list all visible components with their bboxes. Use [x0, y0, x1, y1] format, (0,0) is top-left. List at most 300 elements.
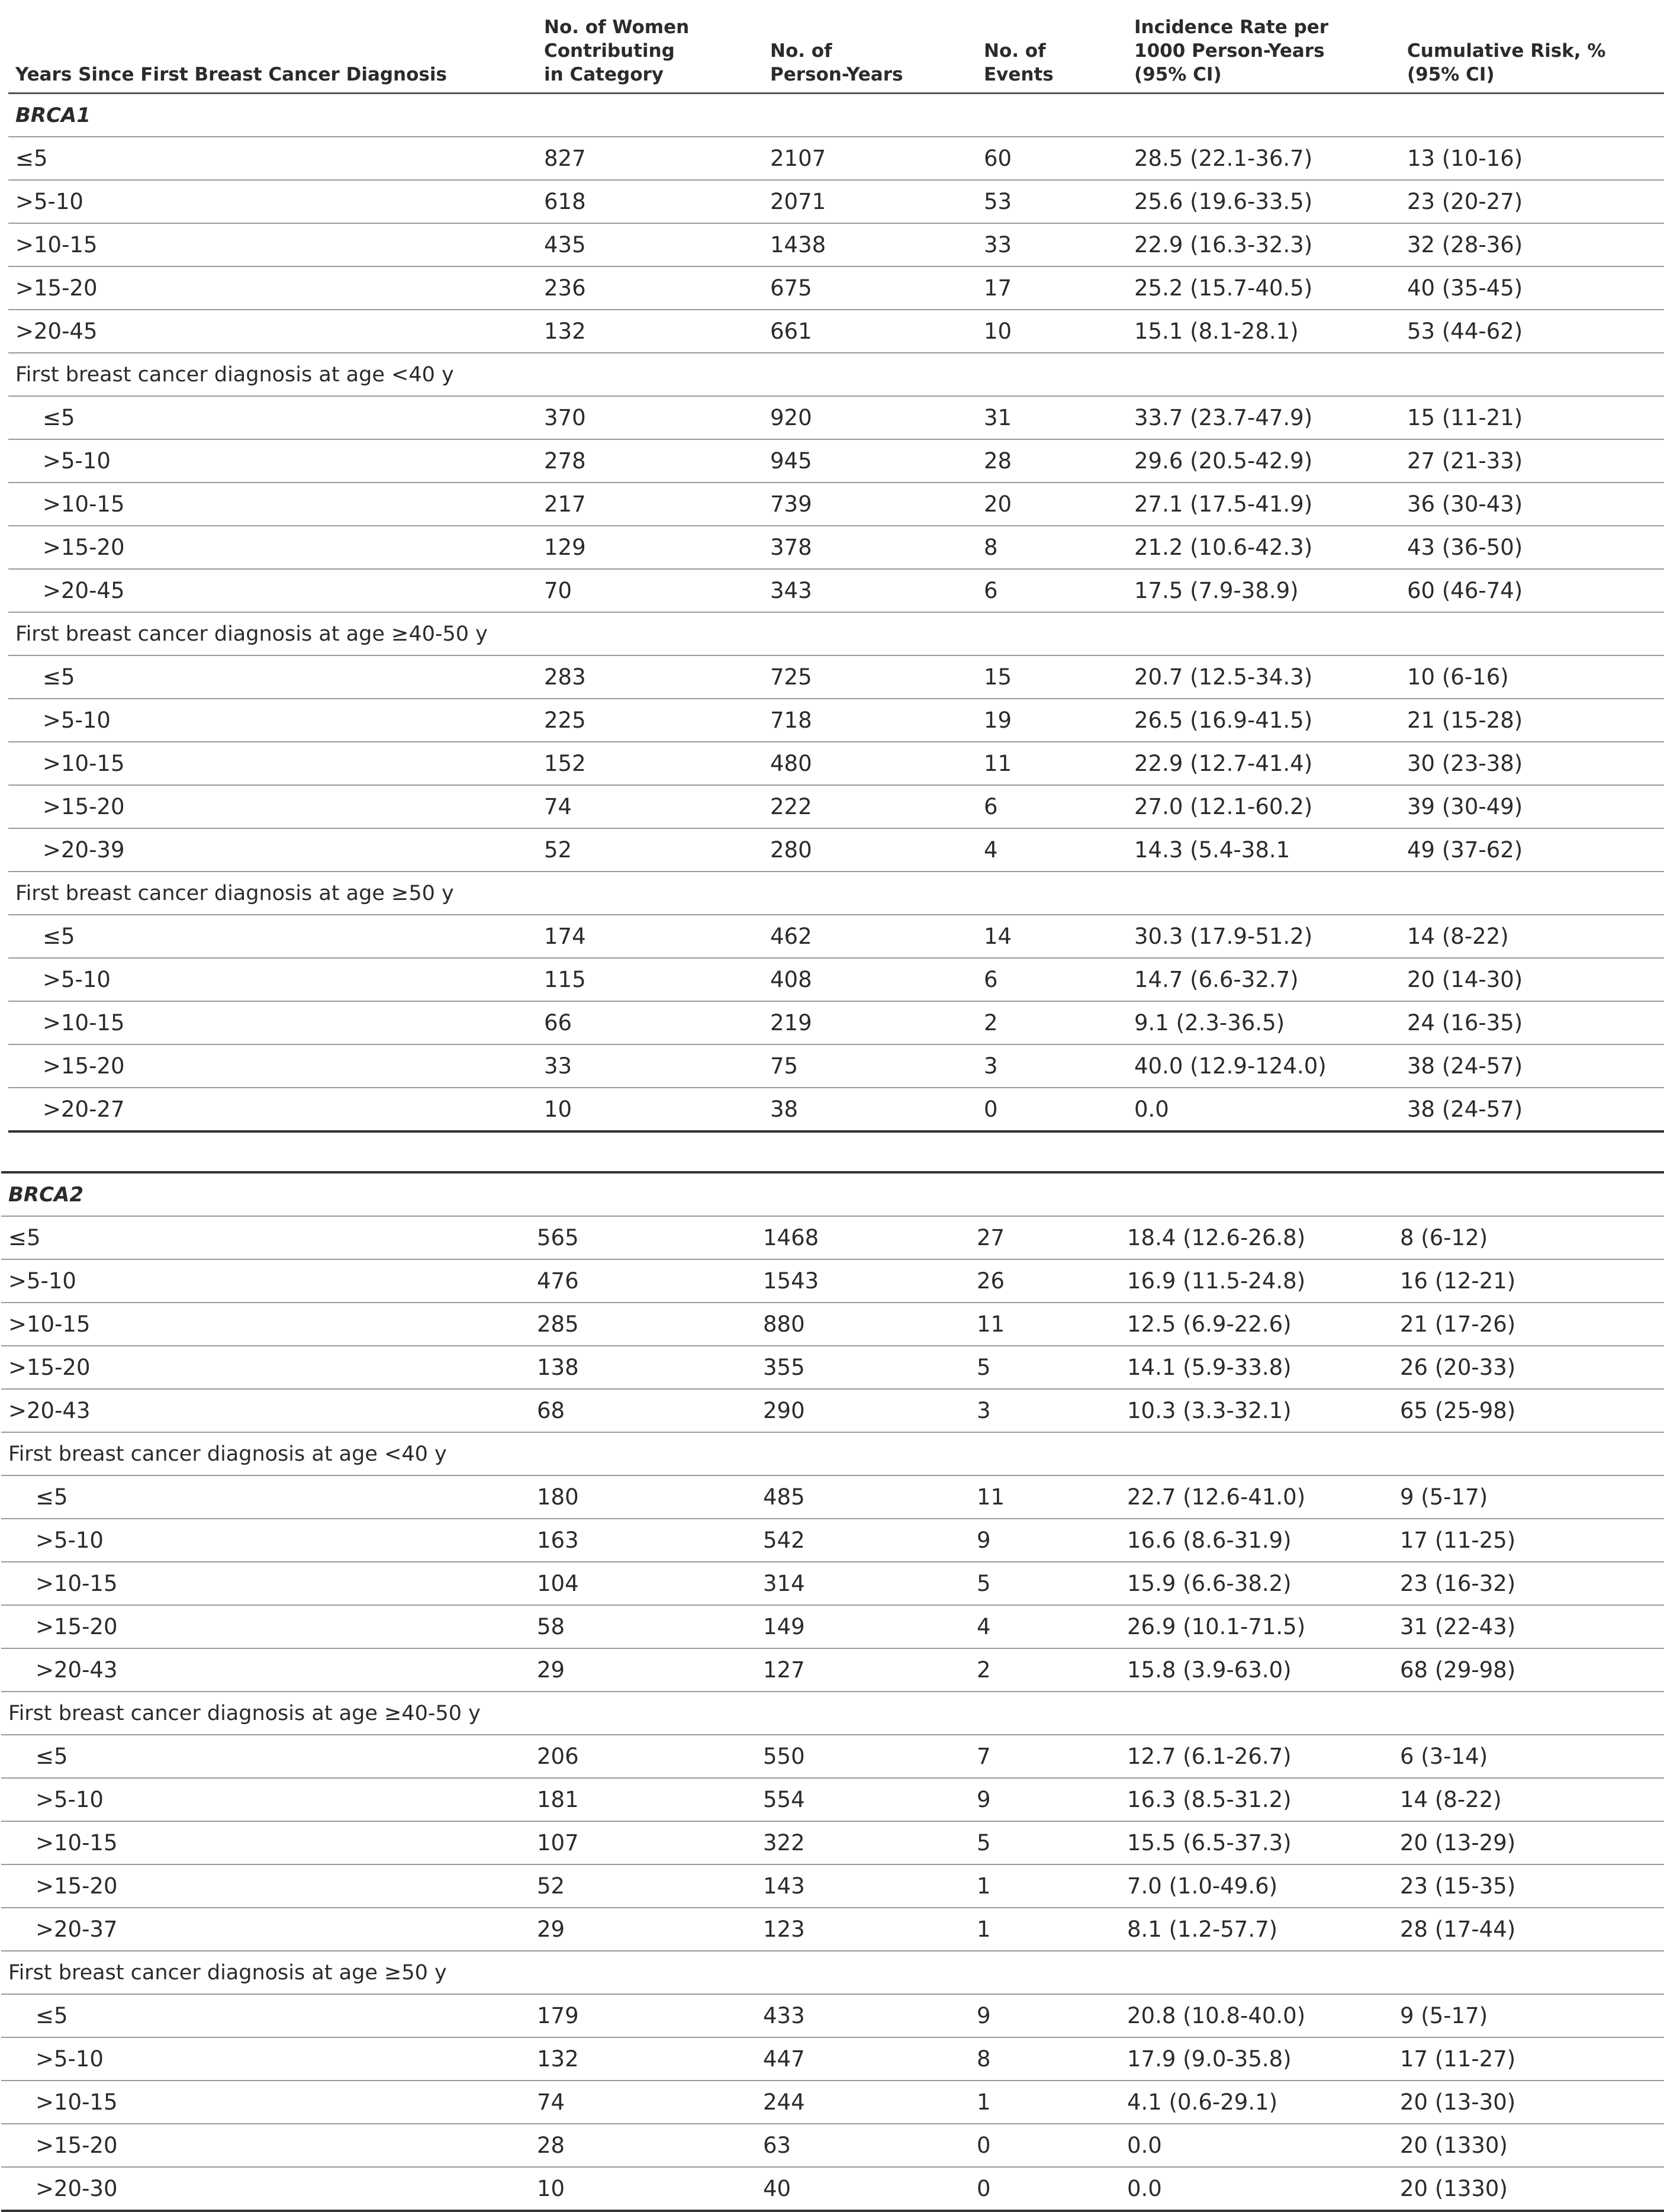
age-subgroup-row — [1, 1433, 1664, 1476]
years-cell: >10-15 — [8, 1311, 91, 1337]
women-cell: 115 — [544, 967, 586, 992]
women-cell: 138 — [537, 1355, 579, 1380]
gene-group-row-label: BRCA1 — [15, 103, 91, 127]
incidence-rate-cell: 27.1 (17.5-41.9) — [1134, 491, 1313, 517]
brca1-table-body — [8, 94, 1664, 1133]
table-row — [1, 2038, 1664, 2081]
cumulative-risk-cell: 31 (22-43) — [1400, 1614, 1516, 1639]
table-row — [1, 1735, 1664, 1779]
years-cell: >10-15 — [43, 1010, 125, 1036]
years-cell: ≤5 — [15, 146, 48, 171]
cumulative-risk-cell: 60 (46-74) — [1407, 578, 1523, 603]
table-row — [8, 570, 1664, 613]
cumulative-risk-cell: 27 (21-33) — [1407, 448, 1523, 474]
years-cell: >5-10 — [15, 189, 83, 214]
cumulative-risk-cell: 8 (6-12) — [1400, 1225, 1488, 1250]
person-years-cell: 550 — [763, 1744, 805, 1769]
incidence-rate-cell: 22.7 (12.6-41.0) — [1127, 1484, 1306, 1510]
person-years-cell: 433 — [763, 2003, 805, 2028]
women-cell: 217 — [544, 491, 586, 517]
events-cell: 19 — [984, 708, 1012, 733]
events-cell: 5 — [977, 1355, 991, 1380]
incidence-rate-cell: 21.2 (10.6-42.3) — [1134, 535, 1313, 560]
incidence-rate-cell: 25.6 (19.6-33.5) — [1134, 189, 1313, 214]
cumulative-risk-cell: 16 (12-21) — [1400, 1268, 1516, 1294]
table-row — [1, 1303, 1664, 1346]
events-cell: 27 — [977, 1225, 1005, 1250]
years-cell: >15-20 — [8, 1355, 91, 1380]
events-cell: 5 — [977, 1830, 991, 1856]
cumulative-risk-cell: 26 (20-33) — [1400, 1355, 1516, 1380]
cumulative-risk-cell: 9 (5-17) — [1400, 2003, 1488, 2028]
women-cell: 174 — [544, 924, 586, 949]
events-cell: 26 — [977, 1268, 1005, 1294]
years-cell: >15-20 — [43, 535, 125, 560]
years-cell: ≤5 — [36, 1744, 68, 1769]
table-row — [1, 1260, 1664, 1303]
table-row — [1, 1865, 1664, 1908]
women-cell: 33 — [544, 1053, 572, 1079]
incidence-rate-cell: 17.5 (7.9-38.9) — [1134, 578, 1299, 603]
years-cell: >20-39 — [43, 837, 125, 863]
events-cell: 33 — [984, 232, 1012, 258]
table-row — [8, 137, 1664, 181]
gene-group-row — [1, 1173, 1664, 1217]
header-cumulative-risk: Cumulative Risk, % (95% CI) — [1407, 40, 1606, 85]
years-cell: >15-20 — [43, 1053, 125, 1079]
incidence-rate-cell: 27.0 (12.1-60.2) — [1134, 794, 1313, 819]
events-cell: 0 — [984, 1097, 998, 1122]
cumulative-risk-cell: 14 (8-22) — [1407, 924, 1509, 949]
table-row — [1, 1346, 1664, 1390]
women-cell: 58 — [537, 1614, 565, 1639]
women-cell: 236 — [544, 275, 586, 301]
years-cell: >5-10 — [36, 1787, 104, 1812]
table-row — [1, 1779, 1664, 1822]
events-cell: 28 — [984, 448, 1012, 474]
incidence-rate-cell: 29.6 (20.5-42.9) — [1134, 448, 1313, 474]
women-cell: 66 — [544, 1010, 572, 1036]
person-years-cell: 127 — [763, 1657, 805, 1683]
person-years-cell: 554 — [763, 1787, 805, 1812]
incidence-rate-cell: 16.6 (8.6-31.9) — [1127, 1528, 1292, 1553]
years-cell: >20-27 — [43, 1097, 125, 1122]
age-subgroup-row-label: First breast cancer diagnosis at age ≥40-50 y — [8, 1701, 481, 1725]
header-incidence-rate: Incidence Rate per 1000 Person-Years (95% CI) — [1134, 17, 1329, 85]
age-subgroup-row — [1, 1692, 1664, 1735]
events-cell: 11 — [977, 1311, 1005, 1337]
table-row — [1, 2168, 1664, 2212]
person-years-cell: 485 — [763, 1484, 805, 1510]
person-years-cell: 2071 — [770, 189, 826, 214]
incidence-rate-cell: 17.9 (9.0-35.8) — [1127, 2046, 1292, 2072]
table-row — [8, 483, 1664, 526]
cumulative-risk-cell: 36 (30-43) — [1407, 491, 1523, 517]
cumulative-risk-cell: 20 (13-29) — [1400, 1830, 1516, 1856]
events-cell: 53 — [984, 189, 1012, 214]
women-cell: 74 — [544, 794, 572, 819]
cumulative-risk-cell: 20 (14-30) — [1407, 967, 1523, 992]
events-cell: 1 — [977, 1873, 991, 1899]
person-years-cell: 739 — [770, 491, 812, 517]
events-cell: 2 — [984, 1010, 998, 1036]
age-subgroup-row-label: First breast cancer diagnosis at age ≥50 y — [8, 1960, 447, 1985]
incidence-rate-cell: 0.0 — [1127, 2176, 1162, 2201]
table-row — [1, 1562, 1664, 1606]
incidence-rate-cell: 7.0 (1.0-49.6) — [1127, 1873, 1278, 1899]
events-cell: 8 — [984, 535, 998, 560]
events-cell: 4 — [977, 1614, 991, 1639]
incidence-rate-cell: 14.3 (5.4-38.1 — [1134, 837, 1290, 863]
women-cell: 70 — [544, 578, 572, 603]
table-row — [8, 1088, 1664, 1133]
cumulative-risk-cell: 32 (28-36) — [1407, 232, 1523, 258]
events-cell: 6 — [984, 794, 998, 819]
table-row — [8, 829, 1664, 872]
years-cell: >5-10 — [43, 967, 111, 992]
years-cell: >10-15 — [36, 1571, 118, 1596]
women-cell: 476 — [537, 1268, 579, 1294]
years-cell: ≤5 — [43, 405, 75, 430]
person-years-cell: 2107 — [770, 146, 826, 171]
cumulative-risk-cell: 17 (11-27) — [1400, 2046, 1516, 2072]
table-row — [1, 1606, 1664, 1649]
incidence-rate-cell: 40.0 (12.9-124.0) — [1134, 1053, 1327, 1079]
events-cell: 10 — [984, 319, 1012, 344]
table-row — [8, 310, 1664, 353]
person-years-cell: 945 — [770, 448, 812, 474]
years-cell: ≤5 — [43, 664, 75, 690]
person-years-cell: 1438 — [770, 232, 826, 258]
years-cell: >5-10 — [43, 448, 111, 474]
incidence-rate-cell: 15.1 (8.1-28.1) — [1134, 319, 1299, 344]
person-years-cell: 355 — [763, 1355, 805, 1380]
person-years-cell: 222 — [770, 794, 812, 819]
years-cell: ≤5 — [43, 924, 75, 949]
person-years-cell: 675 — [770, 275, 812, 301]
women-cell: 29 — [537, 1917, 565, 1942]
women-cell: 107 — [537, 1830, 579, 1856]
women-cell: 52 — [544, 837, 572, 863]
person-years-cell: 280 — [770, 837, 812, 863]
women-cell: 285 — [537, 1311, 579, 1337]
person-years-cell: 38 — [770, 1097, 799, 1122]
years-cell: >5-10 — [36, 2046, 104, 2072]
age-subgroup-row-label: First breast cancer diagnosis at age <40 y — [8, 1442, 447, 1466]
events-cell: 11 — [977, 1484, 1005, 1510]
cumulative-risk-cell: 49 (37-62) — [1407, 837, 1523, 863]
events-cell: 9 — [977, 1528, 991, 1553]
cumulative-risk-cell: 17 (11-25) — [1400, 1528, 1516, 1553]
years-cell: >20-45 — [15, 319, 98, 344]
table-row — [8, 656, 1664, 699]
incidence-rate-cell: 22.9 (16.3-32.3) — [1134, 232, 1313, 258]
person-years-cell: 322 — [763, 1830, 805, 1856]
age-subgroup-row — [8, 872, 1664, 915]
person-years-cell: 447 — [763, 2046, 805, 2072]
women-cell: 52 — [537, 1873, 565, 1899]
person-years-cell: 343 — [770, 578, 812, 603]
table-row — [8, 915, 1664, 959]
table-row — [1, 2081, 1664, 2124]
incidence-rate-cell: 14.1 (5.9-33.8) — [1127, 1355, 1292, 1380]
incidence-rate-cell: 15.8 (3.9-63.0) — [1127, 1657, 1292, 1683]
women-cell: 152 — [544, 751, 586, 776]
person-years-cell: 480 — [770, 751, 812, 776]
age-subgroup-row — [8, 613, 1664, 656]
women-cell: 225 — [544, 708, 586, 733]
incidence-rate-cell: 0.0 — [1134, 1097, 1169, 1122]
person-years-cell: 1543 — [763, 1268, 819, 1294]
women-cell: 435 — [544, 232, 586, 258]
events-cell: 6 — [984, 967, 998, 992]
events-cell: 60 — [984, 146, 1012, 171]
person-years-cell: 378 — [770, 535, 812, 560]
years-cell: >15-20 — [15, 275, 98, 301]
table-row — [8, 742, 1664, 786]
women-cell: 74 — [537, 2089, 565, 2115]
cumulative-risk-cell: 23 (20-27) — [1407, 189, 1523, 214]
years-cell: >5-10 — [36, 1528, 104, 1553]
years-cell: >20-37 — [36, 1917, 118, 1942]
events-cell: 5 — [977, 1571, 991, 1596]
events-cell: 1 — [977, 1917, 991, 1942]
years-cell: >10-15 — [15, 232, 98, 258]
table-row — [8, 181, 1664, 224]
events-cell: 8 — [977, 2046, 991, 2072]
years-cell: >10-15 — [36, 2089, 118, 2115]
table-row — [1, 1476, 1664, 1519]
years-cell: >15-20 — [36, 1873, 118, 1899]
table-row — [1, 1908, 1664, 1951]
years-cell: >5-10 — [43, 708, 111, 733]
gene-group-row-label: BRCA2 — [8, 1182, 84, 1207]
header-no-of-events: No. of Events — [984, 40, 1054, 85]
cumulative-risk-cell: 38 (24-57) — [1407, 1053, 1523, 1079]
cumulative-risk-cell: 23 (15-35) — [1400, 1873, 1516, 1899]
header-no-of-women: No. of Women Contributing in Category — [544, 17, 690, 85]
women-cell: 283 — [544, 664, 586, 690]
years-cell: ≤5 — [36, 2003, 68, 2028]
incidence-rate-cell: 30.3 (17.9-51.2) — [1134, 924, 1313, 949]
cumulative-risk-cell: 24 (16-35) — [1407, 1010, 1523, 1036]
table-header — [8, 0, 1664, 94]
age-subgroup-row-label: First breast cancer diagnosis at age ≥50 y — [15, 881, 454, 905]
person-years-cell: 290 — [763, 1398, 805, 1423]
women-cell: 618 — [544, 189, 586, 214]
incidence-rate-cell: 9.1 (2.3-36.5) — [1134, 1010, 1285, 1036]
cumulative-risk-cell: 20 (1330) — [1400, 2133, 1508, 2158]
person-years-cell: 920 — [770, 405, 812, 430]
cumulative-risk-cell: 21 (17-26) — [1400, 1311, 1516, 1337]
table-row — [8, 526, 1664, 570]
events-cell: 17 — [984, 275, 1012, 301]
table-row — [8, 1002, 1664, 1045]
incidence-rate-cell: 20.7 (12.5-34.3) — [1134, 664, 1313, 690]
events-cell: 20 — [984, 491, 1012, 517]
cumulative-risk-cell: 6 (3-14) — [1400, 1744, 1488, 1769]
events-cell: 1 — [977, 2089, 991, 2115]
person-years-cell: 314 — [763, 1571, 805, 1596]
women-cell: 132 — [544, 319, 586, 344]
table-row — [1, 1995, 1664, 2038]
cumulative-risk-cell: 43 (36-50) — [1407, 535, 1523, 560]
women-cell: 29 — [537, 1657, 565, 1683]
incidence-rate-cell: 22.9 (12.7-41.4) — [1134, 751, 1313, 776]
years-cell: >20-45 — [43, 578, 125, 603]
women-cell: 163 — [537, 1528, 579, 1553]
person-years-cell: 462 — [770, 924, 812, 949]
cumulative-risk-cell: 20 (1330) — [1400, 2176, 1508, 2201]
cumulative-risk-cell: 21 (15-28) — [1407, 708, 1523, 733]
events-cell: 15 — [984, 664, 1012, 690]
person-years-cell: 75 — [770, 1053, 799, 1079]
table-row — [1, 2124, 1664, 2168]
cumulative-risk-cell: 40 (35-45) — [1407, 275, 1523, 301]
cumulative-risk-cell: 65 (25-98) — [1400, 1398, 1516, 1423]
incidence-rate-cell: 10.3 (3.3-32.1) — [1127, 1398, 1292, 1423]
events-cell: 4 — [984, 837, 998, 863]
cumulative-risk-cell: 23 (16-32) — [1400, 1571, 1516, 1596]
women-cell: 10 — [544, 1097, 572, 1122]
incidence-rate-cell: 0.0 — [1127, 2133, 1162, 2158]
years-cell: >20-43 — [8, 1398, 91, 1423]
person-years-cell: 880 — [763, 1311, 805, 1337]
years-cell: >15-20 — [36, 1614, 118, 1639]
years-cell: >15-20 — [36, 2133, 118, 2158]
incidence-rate-cell: 28.5 (22.1-36.7) — [1134, 146, 1313, 171]
incidence-rate-cell: 26.5 (16.9-41.5) — [1134, 708, 1313, 733]
table-row — [1, 1649, 1664, 1692]
cumulative-risk-cell: 53 (44-62) — [1407, 319, 1523, 344]
person-years-cell: 542 — [763, 1528, 805, 1553]
women-cell: 129 — [544, 535, 586, 560]
gene-group-row — [8, 94, 1664, 137]
incidence-rate-cell: 14.7 (6.6-32.7) — [1134, 967, 1299, 992]
events-cell: 9 — [977, 2003, 991, 2028]
years-cell: >10-15 — [43, 491, 125, 517]
age-subgroup-row — [1, 1951, 1664, 1995]
incidence-rate-cell: 12.7 (6.1-26.7) — [1127, 1744, 1292, 1769]
women-cell: 565 — [537, 1225, 579, 1250]
header-person-years: No. of Person-Years — [770, 40, 903, 85]
incidence-rate-cell: 4.1 (0.6-29.1) — [1127, 2089, 1278, 2115]
cumulative-risk-cell: 20 (13-30) — [1400, 2089, 1516, 2115]
women-cell: 827 — [544, 146, 586, 171]
table-row — [1, 1217, 1664, 1260]
years-cell: ≤5 — [36, 1484, 68, 1510]
person-years-cell: 123 — [763, 1917, 805, 1942]
table-row — [8, 699, 1664, 742]
incidence-rate-cell: 16.9 (11.5-24.8) — [1127, 1268, 1306, 1294]
years-cell: >5-10 — [8, 1268, 76, 1294]
incidence-rate-cell: 25.2 (15.7-40.5) — [1134, 275, 1313, 301]
cumulative-risk-cell: 28 (17-44) — [1400, 1917, 1516, 1942]
women-cell: 68 — [537, 1398, 565, 1423]
person-years-cell: 149 — [763, 1614, 805, 1639]
women-cell: 10 — [537, 2176, 565, 2201]
women-cell: 278 — [544, 448, 586, 474]
events-cell: 14 — [984, 924, 1012, 949]
events-cell: 0 — [977, 2176, 991, 2201]
cumulative-risk-cell: 68 (29-98) — [1400, 1657, 1516, 1683]
years-cell: >10-15 — [36, 1830, 118, 1856]
table-row — [8, 267, 1664, 310]
events-cell: 3 — [984, 1053, 998, 1079]
incidence-rate-cell: 16.3 (8.5-31.2) — [1127, 1787, 1292, 1812]
cumulative-risk-cell: 9 (5-17) — [1400, 1484, 1488, 1510]
cumulative-risk-cell: 13 (10-16) — [1407, 146, 1523, 171]
events-cell: 2 — [977, 1657, 991, 1683]
women-cell: 104 — [537, 1571, 579, 1596]
person-years-cell: 718 — [770, 708, 812, 733]
table-row — [1, 1822, 1664, 1865]
incidence-rate-cell: 18.4 (12.6-26.8) — [1127, 1225, 1306, 1250]
brca2-table — [1, 1171, 1664, 2212]
events-cell: 6 — [984, 578, 998, 603]
cumulative-risk-cell: 14 (8-22) — [1400, 1787, 1502, 1812]
cumulative-risk-cell: 30 (23-38) — [1407, 751, 1523, 776]
brca2-table-body — [1, 1173, 1664, 2212]
incidence-rate-cell: 15.9 (6.6-38.2) — [1127, 1571, 1292, 1596]
incidence-rate-cell: 15.5 (6.5-37.3) — [1127, 1830, 1292, 1856]
person-years-cell: 63 — [763, 2133, 791, 2158]
person-years-cell: 143 — [763, 1873, 805, 1899]
incidence-rate-cell: 20.8 (10.8-40.0) — [1127, 2003, 1306, 2028]
women-cell: 181 — [537, 1787, 579, 1812]
table-row — [1, 1390, 1664, 1433]
cumulative-risk-cell: 10 (6-16) — [1407, 664, 1509, 690]
table-row — [1, 1519, 1664, 1562]
person-years-cell: 219 — [770, 1010, 812, 1036]
cumulative-risk-cell: 39 (30-49) — [1407, 794, 1523, 819]
women-cell: 180 — [537, 1484, 579, 1510]
women-cell: 179 — [537, 2003, 579, 2028]
person-years-cell: 40 — [763, 2176, 791, 2201]
events-cell: 11 — [984, 751, 1012, 776]
years-cell: >20-43 — [36, 1657, 118, 1683]
incidence-rate-cell: 12.5 (6.9-22.6) — [1127, 1311, 1292, 1337]
years-cell: >15-20 — [43, 794, 125, 819]
women-cell: 206 — [537, 1744, 579, 1769]
table-row — [8, 1045, 1664, 1088]
table-row — [8, 959, 1664, 1002]
events-cell: 31 — [984, 405, 1012, 430]
header-years-since-diagnosis: Years Since First Breast Cancer Diagnosis — [15, 64, 447, 85]
brca1-table — [8, 0, 1664, 1133]
incidence-rate-cell: 26.9 (10.1-71.5) — [1127, 1614, 1306, 1639]
events-cell: 7 — [977, 1744, 991, 1769]
table-row — [8, 224, 1664, 267]
table-row — [8, 397, 1664, 440]
years-cell: >20-30 — [36, 2176, 118, 2201]
women-cell: 28 — [537, 2133, 565, 2158]
person-years-cell: 244 — [763, 2089, 805, 2115]
incidence-rate-cell: 8.1 (1.2-57.7) — [1127, 1917, 1278, 1942]
person-years-cell: 408 — [770, 967, 812, 992]
events-cell: 3 — [977, 1398, 991, 1423]
incidence-rate-cell: 33.7 (23.7-47.9) — [1134, 405, 1313, 430]
women-cell: 370 — [544, 405, 586, 430]
age-subgroup-row — [8, 353, 1664, 397]
events-cell: 9 — [977, 1787, 991, 1812]
cumulative-risk-cell: 15 (11-21) — [1407, 405, 1523, 430]
person-years-cell: 661 — [770, 319, 812, 344]
women-cell: 132 — [537, 2046, 579, 2072]
age-subgroup-row-label: First breast cancer diagnosis at age <40 y — [15, 362, 454, 387]
person-years-cell: 725 — [770, 664, 812, 690]
cumulative-risk-cell: 38 (24-57) — [1407, 1097, 1523, 1122]
